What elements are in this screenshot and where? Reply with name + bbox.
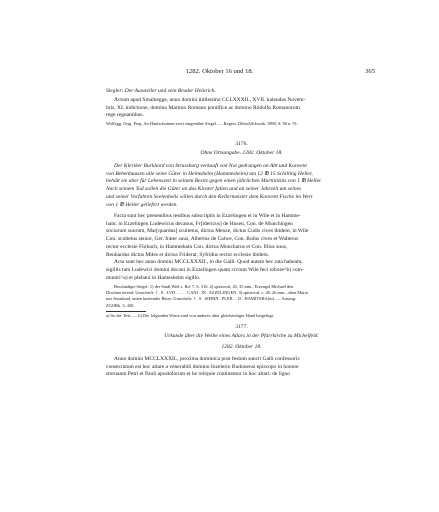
regest-line: behält sie aber für Lebenszeit in seinem Besitz gegen einen jährlichen Martinizins von 1 ℔ Heller. <box>106 178 322 185</box>
regest <box>106 333 377 351</box>
text-line: Renhardus dictus Miles et dictus Friderat, Syfridus rector ecclesie ibidem. <box>106 251 269 258</box>
regest-line: und seiner Vorfahren Seelenheils willen durch den Kellermeister dem Konvent Fische im Wert <box>106 193 313 200</box>
footnotes: a) So der Text. — b) Die folgenden Worte sind von anderer, aber gleichzeitiger Hand beigefügt. <box>106 313 274 318</box>
text-line: storuanm Petri et Pauli apostolorum et he reliquie continentur in hoc altari: de ligno <box>106 371 291 378</box>
regest-line: Der Kleriker Burkhard von Strassburg verkauft von Not gedrungen an Abt und Konvent <box>114 163 307 169</box>
regest-line: von Bebenhausen alle seine Güter in Heimsheim (Hammesheim) um 12 ℔ 15 Schilling Heller, <box>106 170 313 177</box>
source-line: ZGORh. 3, 430. <box>106 302 135 308</box>
text-line: bris, XI. indictione, domino Martino Romano pontifice ac domino Rŏdolfo Romanorum <box>106 104 300 111</box>
text-line: sigillis tam Ludewici domini decani in Ezzelingen quam civium Wile feci robore^b) com- <box>106 266 304 273</box>
source-note <box>106 284 377 309</box>
running-title: 1282. Oktober 16 und 18. <box>185 68 254 75</box>
regest-line: Nach seinem Tod sollen die Güter an das Kloster fallen und an seiner Jahrzeit um seines <box>106 186 302 193</box>
text-line: Acta sunt hec anno domini MCCLXXXII., in die Galli. Quod autem hec rata habeam, <box>114 259 303 266</box>
regest-line: Urkunde über die Weihe eines Altars in der Pfarrkirche zu Michelfeld. <box>164 333 319 339</box>
text-line: Anno domini MCCLXXXII., proxima dominica post festum sancti Galli confessoris <box>114 356 300 362</box>
text-line: Actum apud Smalnegge, anno domini millesimo CCLXXXII., XVII. kalendas Novem- <box>114 97 306 103</box>
text-line: hain: in Ezzelingen Ludewicus decanus, Fr[idericus] de Husen, Con. de Munchingen <box>106 220 293 227</box>
text-line: rector ecclesie Fürbach, in Hammehain Con. dictus Moncharus et Con. filius suus, <box>106 243 288 250</box>
document-number: 3177. <box>235 324 248 330</box>
prev-source-note: Wolfegg. Orig. Perg. An Hanfschnüren zwei eingenähte Siegel. — Regest: DöhnASchwab. 1890, S. 90 n. 91. <box>106 121 298 126</box>
text-line: consecratum est hoc altare a venerabili domino Inzelerio Budonensi episcopo in honore <box>106 363 299 370</box>
page-number: 365 <box>365 68 375 75</box>
sealer-note: Siegler: Der Aussteller und sein Bruder Heinrich. <box>106 88 216 94</box>
place-date: Ohne Ortsangabe. 1282. Oktober 18. <box>200 150 283 156</box>
regest-line: 1282. Oktober 18. <box>221 343 262 350</box>
source-line: mit Jesuskind, unten knieender Beter; Umschrift: † . S . SIFRIN . PLEB . . D . HAMITSHA(in). — Auszug: <box>106 296 297 302</box>
source-line: Beschädigte Siegel: 1) der Stadt Weil s. Bd. 7, S. 316. 2) spitzoval, 45, 35 mm., Erzengel Michael den <box>114 284 294 289</box>
text-line: sociorum suorum, Mar[quardus] scultetus, dictus Menze, dictus Cudis cives ibidem, in Wile <box>106 228 309 235</box>
text-line: Con. scultetus senior, Ger. frater suus, Albertus de Calwe, Con. Rufus cives et Walterus <box>106 236 299 243</box>
text-line: rege regnantibus. <box>106 112 144 119</box>
text-line: Facta sunt hec presentibus testibus subscriptis in Ezzelingen et in Wile et in Hamme- <box>114 213 301 219</box>
regest <box>106 163 377 209</box>
footnote-rule <box>106 311 146 312</box>
document-text <box>106 356 377 379</box>
prev-document-text <box>106 97 377 120</box>
document-number: 3176. <box>235 141 248 147</box>
text-line: muniri^a) et plebani in Hamesheim sigillo. <box>106 274 201 281</box>
document-text <box>106 213 377 282</box>
regest-line: von 1 ℔ Heller geliefert werden. <box>106 201 178 208</box>
source-line: Drachen tötend; Umschrift: † . S . LVD . . . . . CANI . IN . EZZELINGEN. 3) spitzoval, c. 40, 26 mm., oben Maria <box>106 290 308 296</box>
